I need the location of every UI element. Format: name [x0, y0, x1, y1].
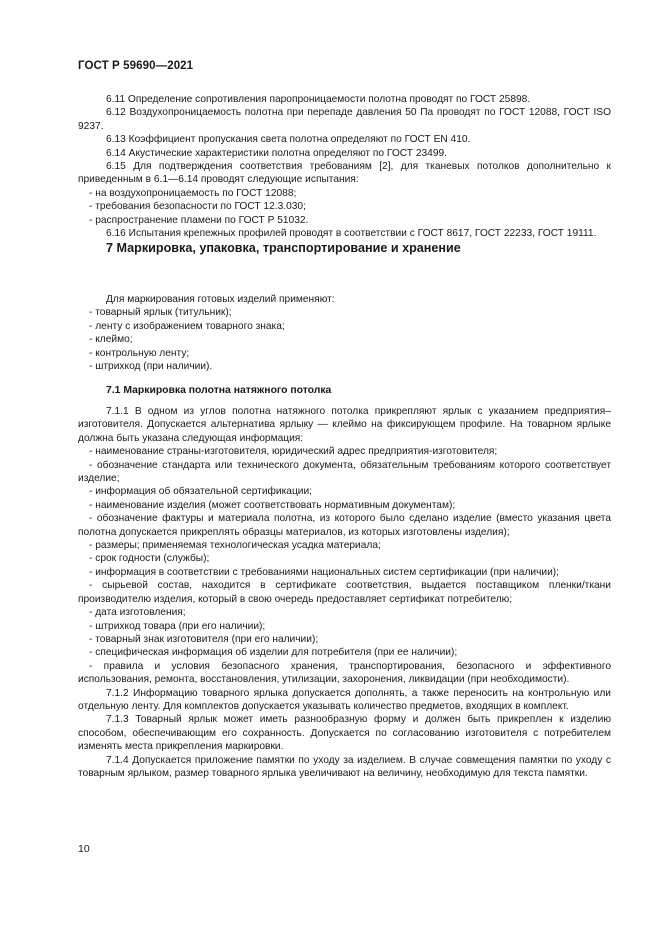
list-item: - ленту с изображением товарного знака;: [89, 320, 285, 332]
list-item: - контрольную ленту;: [89, 347, 190, 359]
section-7-1-body: [78, 405, 611, 780]
clause-6-11: 6.11 Определение сопротивления паропроницаемости полотна проводят по ГОСТ 25898.: [106, 94, 531, 105]
list-item: - сырьевой состав, находится в сертификате соответствия, выдается поставщиком пленки/ткани производителю изделия, который в свою очередь предоставляет сертификат потребителю;: [78, 580, 611, 605]
clause-6-13: 6.13 Коэффициент пропускания света полотна определяют по ГОСТ EN 410.: [106, 134, 471, 146]
clause-7-1-2: 7.1.2 Информацию товарного ярлыка допускается дополнять, а также переносить на контрольную или отдельную ленту. Для комплектов допускается указывать количество предметов, входящих в комплект.: [78, 687, 611, 712]
document-header: ГОСТ Р 59690—2021: [78, 60, 194, 72]
list-item: - штрихкод товара (при его наличии);: [89, 620, 266, 632]
clause-7-1-1: 7.1.1 В одном из углов полотна натяжного потолка прикрепляют ярлык с указанием предприятия–изготовителя. Допускается альтернатива ярлыку — клеймо на фиксирующем профиле. На товарном ярлыке должна быть указана следующая информация:: [78, 406, 611, 444]
list-item: - товарный знак изготовителя (при его наличии);: [89, 633, 319, 645]
list-item: - правила и условия безопасного хранения, транспортирования, безопасного и эффективного использования, ремонта, восстановления, утилизации, захоронения, ликвидации (при необходимости).: [78, 660, 611, 686]
list-item: - информация об обязательной сертификации;: [89, 486, 312, 498]
list-item: - дата изготовления;: [89, 607, 186, 619]
list-item: - требования безопасности по ГОСТ 12.3.030;: [89, 201, 306, 213]
list-item: - штрихкод (при наличии).: [89, 361, 213, 373]
list-item: - срок годности (службы);: [89, 553, 210, 565]
list-item: - распространение пламени по ГОСТ Р 51032.: [89, 214, 309, 226]
list-item: - наименование изделия (может соответствовать нормативным документам);: [89, 499, 456, 511]
list-item: - обозначение стандарта или технического документа, обязательным требованиям которого соответствует изделие;: [78, 459, 611, 485]
list-item: - на воздухопроницаемость по ГОСТ 12088;: [89, 187, 297, 199]
clause-6-16: 6.16 Испытания крепежных профилей проводят в соответствии с ГОСТ 8617, ГОСТ 22233, ГОСТ 19111.: [106, 228, 597, 240]
list-item: - информация в соответствии с требованиями национальных систем сертификации (при наличии);: [89, 566, 559, 578]
list-item: - клеймо;: [89, 334, 133, 346]
clause-6-15: 6.15 Для подтверждения соответствия требованиям [2], для тканевых потолков дополнительно к приведенным в 6.1—6.14 проводят следующие испытания:: [78, 161, 611, 186]
tests-block: [78, 93, 611, 240]
list-item: - размеры; применяемая технологическая усадка материала;: [89, 540, 381, 552]
clause-6-12: 6.12 Воздухопроницаемость полотна при перепаде давления 50 Па проводят по ГОСТ 12088, ГОСТ ISO 9237.: [78, 107, 611, 132]
page-number: 10: [78, 843, 90, 855]
clause-6-14: 6.14 Акустические характеристики полотна определяют по ГОСТ 23499.: [106, 147, 448, 159]
section-7-1-title: 7.1 Маркировка полотна натяжного потолка: [106, 385, 332, 396]
list-item: - наименование страны-изготовителя, юридический адрес предприятия-изготовителя;: [89, 446, 498, 458]
marking-means-list: [78, 293, 611, 373]
list-item: - обозначение фактуры и материала полотна, из которого было сделано изделие (вместо указания цвета полотна допускается прикреплять образцы материалов, из которых изготовлены изделия);: [78, 513, 611, 538]
clause-7-1-3: 7.1.3 Товарный ярлык может иметь разнообразную форму и должен быть прикреплен к изделию способом, обеспечивающим его сохранность. Допускается по согласованию изготовителя с потребителем изменять места прикрепления маркировки.: [78, 714, 611, 753]
section-7-title: 7 Маркировка, упаковка, транспортирование и хранение: [106, 241, 461, 255]
marking-intro: Для маркирования готовых изделий применяют:: [106, 294, 335, 305]
list-item: - специфическая информация об изделии для потребителя (при ее наличии);: [89, 647, 458, 659]
clause-7-1-4: 7.1.4 Допускается приложение памятки по уходу за изделием. В случае совмещения памятки по уходу с товарным ярлыком, размер товарного ярлыка увеличивают на величину, необходимую для текста памятки.: [78, 754, 611, 779]
list-item: - товарный ярлык (титульник);: [89, 307, 232, 319]
